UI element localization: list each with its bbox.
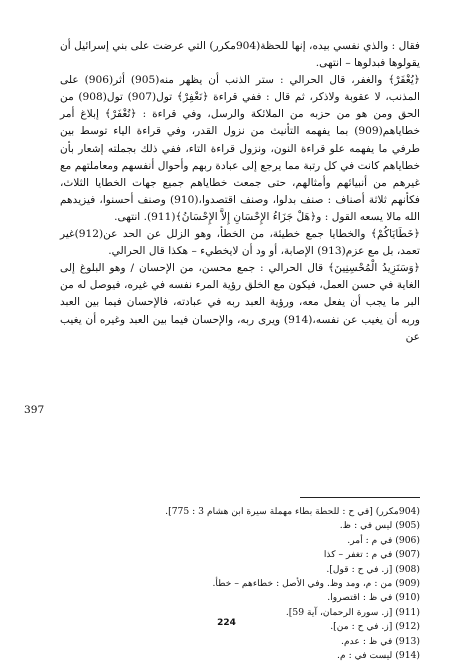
footnote: (911) [ز. سورة الرحمان، آية 59]. (285, 606, 420, 618)
footnote: (908) [ز. في ح : قول]. (326, 563, 420, 575)
paragraph: ﴿يُغْفَرْ﴾ والغفر، قال الحرالي : ستر الذنب أن يظهر منه(905) أثر(906) على المذنب، لا عقوبة ولاذكر، ثم قال : ففي قراءة ﴿نَغْفِرْ﴾ تول(907) تول(908) من الحق ومن هو من حزبه من الملائكة والرسل، وفي قراءة : ﴿تُغْفَرْ﴾ إبلاغ أمر خطاياهم(909) بما يفهمه التأنيث من نزول القدر، وفي قراءة الياء توسط بين طرفي ما يفهمه علو قراءة النون، ونزول قراءة التاء، ففي ذلك بجملته إشعار بأن خطاياهم كانت في كل رتبة مما يرجع إلى عبادة ربهم وأحوال أنفسهم ومعاملتهم مع غيرهم من أنبيائهم وأمثالهم، حتى جمعت خطاياهم جميع جهات الخطايا الثلاث، فكأنهم ثلاثة أصناف : صنف بدلوا، وصنف اقتصدوا،(910) وصنف أحسنوا، فيزيدهم الله مالا يسعه القول : و﴿هَلْ جَزَاءُ الإِحْسَانِ إِلاَّ الإِحْسَانُ﴾(911). انتهى. (60, 74, 420, 223)
footnote: (912) [ز. في ح : من]. (330, 621, 420, 633)
main-text (60, 38, 420, 346)
footnote: (906) في م : أمر. (347, 534, 420, 546)
footnote: (909) من : م، ومد وظ. وفي الأصل : خطاءهم – خطأ. (212, 578, 420, 590)
footnote: (904مكرر) [في ح : للحطة بطاء مهملة سيرة ابن هشام 3 : 775]. (165, 506, 420, 517)
footnote-divider (300, 497, 420, 498)
footnote: (914) ليست في : م. (337, 650, 420, 662)
paragraph: فقال : والذي نفسي بيده، إنها للحظة(904مكرر) التي عرضت على بني إسرائيل أن يقولوها فبدلوها – انتهى. (60, 40, 420, 70)
footnotes (60, 505, 420, 663)
footnote: (910) في ظ : اقتصروا. (327, 592, 420, 604)
footnote: (913) في ظ : عدم. (341, 635, 420, 647)
footnote: (907) في م : تغفر – كذا (323, 549, 420, 561)
paragraph: ﴿خَطَايَاكُمْ﴾ والخطايا جمع خطيئة، من الخطأ، وهو الزلل عن الحد عن(912)غير تعمد، بل مع عزم(913) الإصابة، أو ود أن لايخطيء – هكذا قال الحرالي. (60, 228, 420, 258)
paragraph: ﴿وَسَنَزِيدُ الْمُحْسِنِينَ﴾ قال الحرالي : جمع محسن، من الإحسان / وهو البلوغ إلى الغاية في حسن العمل، فيكون مع الخلق رؤية المرء نفسه في غيره، فيوصل له من البر ما يجب أن يفعل معه، ورؤية العبد ربه في عبادته، فالإحسان فيما بين العبد وربه أن يغيب عن نفسه،(914) ويرى ربه، والإحسان فيما بين العبد وغيره أن يغيب عن (60, 262, 421, 343)
page-number: 224 (217, 618, 236, 628)
margin-number: 397 (24, 404, 45, 416)
footnote: (905) ليس في : ظ. (339, 520, 420, 532)
